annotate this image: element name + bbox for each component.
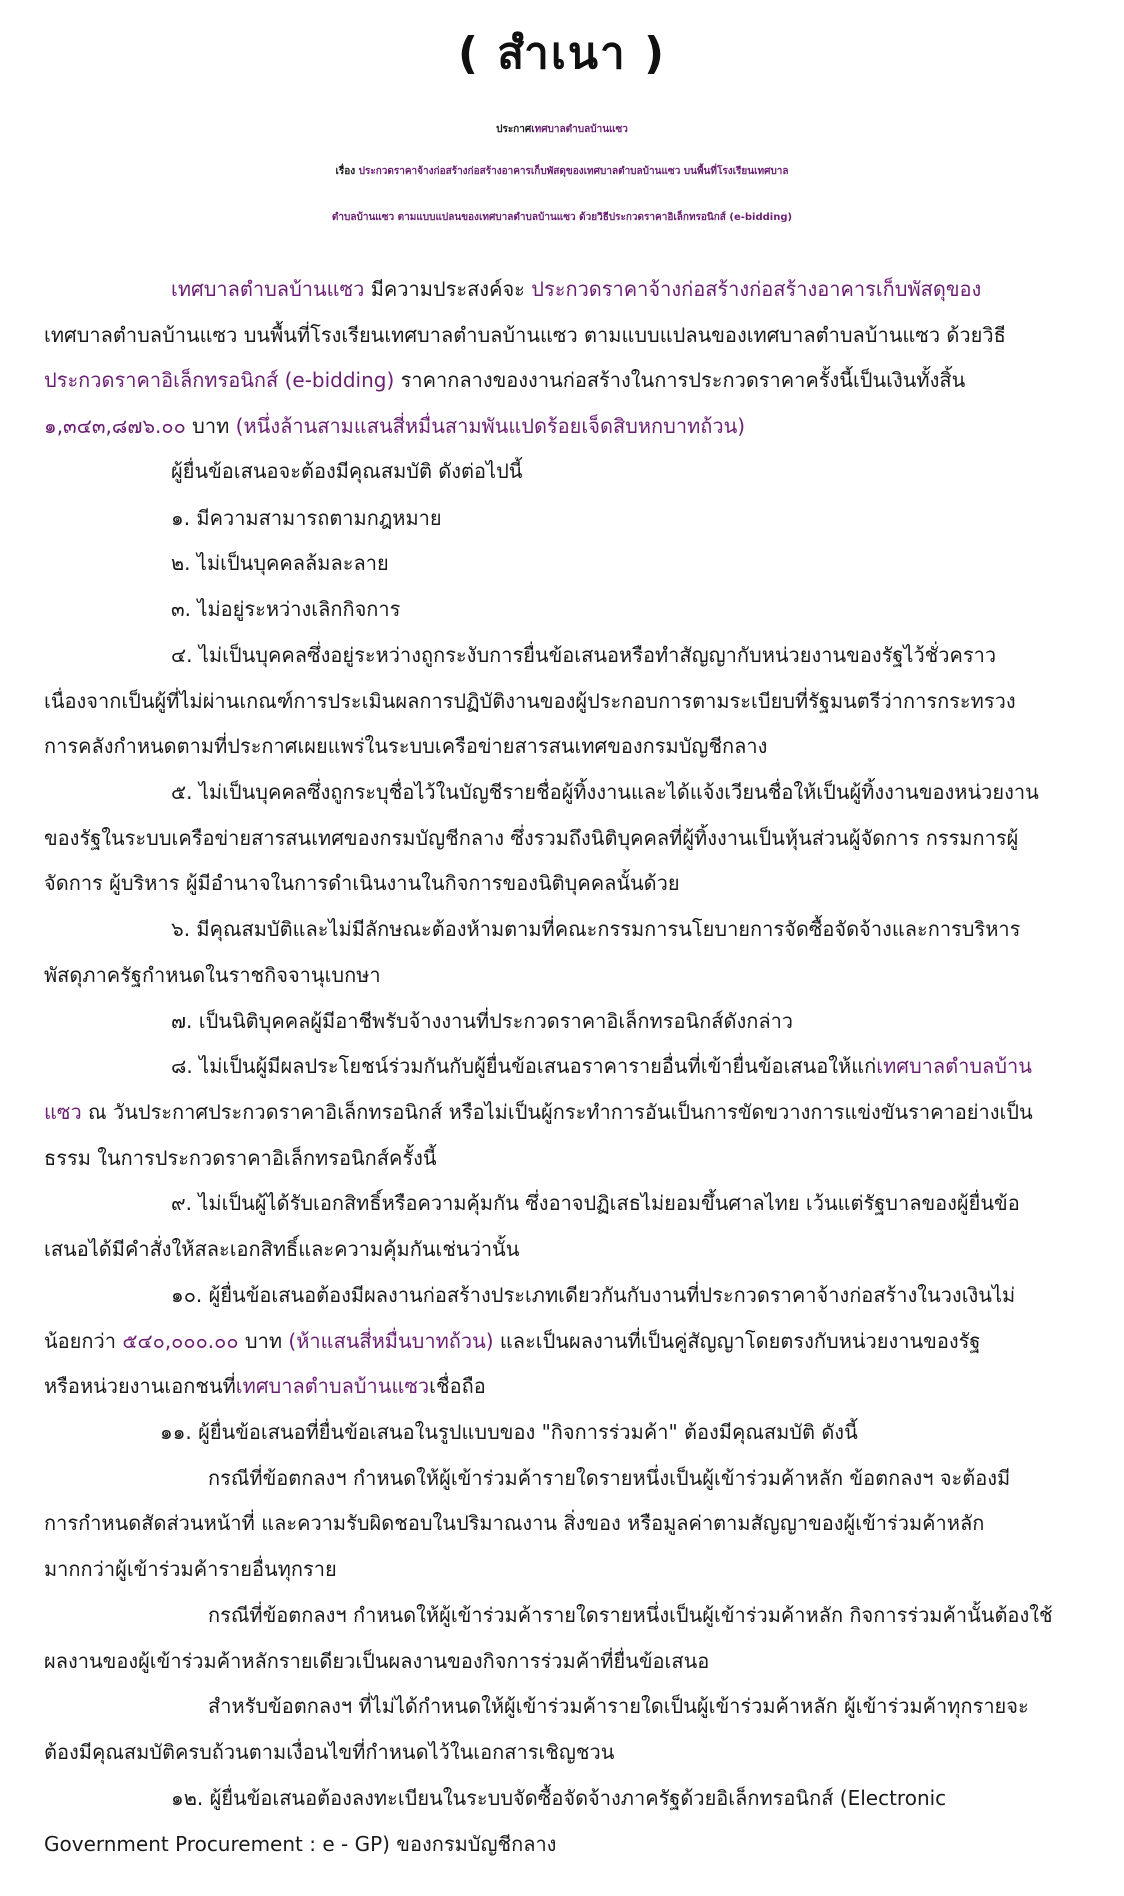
item-4-line-2: เนื่องจากเป็นผู้ที่ไม่ผ่านเกณฑ์การประเมินผลการปฏิบัติงานของผู้ประกอบการตามระเบียบที่รัฐมนตรีว่าการกระทรวง <box>44 689 1016 713</box>
intro-line-1: เทศบาลตำบลบ้านแซว มีความประสงค์จะ ประกวดราคาจ้างก่อสร้างก่อสร้างอาคารเก็บพัสดุของ <box>171 277 982 301</box>
item-9-line-1: ๙. ไม่เป็นผู้ได้รับเอกสิทธิ์หรือความคุ้มกัน ซึ่งอาจปฏิเสธไม่ยอมขึ้นศาลไทย เว้นแต่รัฐบาลของผู้ยื่นข้อ <box>171 1191 1020 1215</box>
item-12-line-1: ๑๒. ผู้ยื่นข้อเสนอต้องลงทะเบียนในระบบจัดซื้อจัดจ้างภาครัฐด้วยอิเล็กทรอนิกส์ (Electronic <box>171 1786 947 1810</box>
item-12-line-2: Government Procurement : e - GP) ของกรมบัญชีกลาง <box>44 1832 557 1856</box>
item-5-line-2: ของรัฐในระบบเครือข่ายสารสนเทศของกรมบัญชีกลาง ซึ่งรวมถึงนิติบุคคลที่ผู้ทิ้งงานเป็นหุ้นส่วนผู้จัดการ กรรมการผู้ <box>44 826 1019 850</box>
item-3: ๓. ไม่อยู่ระหว่างเลิกกิจการ <box>171 597 401 621</box>
item-8-line-1: ๘. ไม่เป็นผู้มีผลประโยชน์ร่วมกันกับผู้ยื่นข้อเสนอราคารายอื่นที่เข้ายื่นข้อเสนอให้แก่เทศบาลตำบลบ้าน <box>171 1054 1032 1078</box>
item-6-line-2: พัสดุภาครัฐกำหนดในราชกิจจานุเบกษา <box>44 963 381 987</box>
item-6-line-1: ๖. มีคุณสมบัติและไม่มีลักษณะต้องห้ามตามที่คณะกรรมการนโยบายการจัดซื้อจัดจ้างและการบริหาร <box>171 917 1021 941</box>
item-10-line-1: ๑๐. ผู้ยื่นข้อเสนอต้องมีผลงานก่อสร้างประเภทเดียวกันกับงานที่ประกวดราคาจ้างก่อสร้างในวงเงินไม่ <box>171 1283 1016 1307</box>
item-11-case-a-line-2: การกำหนดสัดส่วนหน้าที่ และความรับผิดชอบในปริมาณงาน สิ่งของ หรือมูลค่าตามสัญญาของผู้เข้าร่วมค้าหลัก <box>44 1511 985 1535</box>
intro-line-4: ๑,๓๔๓,๘๗๖.๐๐ บาท (หนึ่งล้านสามแสนสี่หมื่นสามพันแปดร้อยเจ็ดสิบหกบาทถ้วน) <box>44 414 746 438</box>
item-9-line-2: เสนอได้มีคำสั่งให้สละเอกสิทธิ์และความคุ้มกันเช่นว่านั้น <box>44 1237 520 1261</box>
item-11-case-c-line-1: สำหรับข้อตกลงฯ ที่ไม่ได้กำหนดให้ผู้เข้าร่วมค้ารายใดเป็นผู้เข้าร่วมค้าหลัก ผู้เข้าร่วมค้าทุกรายจะ <box>208 1694 1029 1718</box>
item-10-line-2: น้อยกว่า ๕๔๐,๐๐๐.๐๐ บาท (ห้าแสนสี่หมื่นบาทถ้วน) และเป็นผลงานที่เป็นคู่สัญญาโดยตรงกับหน่วยงานของรัฐ <box>44 1329 981 1353</box>
item-11-case-b-line-2: ผลงานของผู้เข้าร่วมค้าหลักรายเดียวเป็นผลงานของกิจการร่วมค้าที่ยื่นข้อเสนอ <box>44 1649 710 1673</box>
announcement-heading-line1: ประกาศเทศบาลตำบลบ้านแซว <box>496 124 628 135</box>
item-5-line-1: ๕. ไม่เป็นบุคคลซึ่งถูกระบุชื่อไว้ในบัญชีรายชื่อผู้ทิ้งงานและได้แจ้งเวียนชื่อให้เป็นผู้ทิ้งงานของหน่วยงาน <box>171 780 1039 804</box>
announcement-subject-line2: ตำบลบ้านแซว ตามแบบแปลนของเทศบาลตำบลบ้านแซว ด้วยวิธีประกวดราคาอิเล็กทรอนิกส์ (e-bidding) <box>331 212 793 223</box>
item-11-case-c-line-2: ต้องมีคุณสมบัติครบถ้วนตามเงื่อนไขที่กำหนดไว้ในเอกสารเชิญชวน <box>44 1740 615 1764</box>
item-8-line-3: ธรรม ในการประกวดราคาอิเล็กทรอนิกส์ครั้งนี้ <box>44 1146 437 1170</box>
item-4-line-3: การคลังกำหนดตามที่ประกาศเผยแพร่ในระบบเครือข่ายสารสนเทศของกรมบัญชีกลาง <box>44 734 768 758</box>
item-11-case-b-line-1: กรณีที่ข้อตกลงฯ กำหนดให้ผู้เข้าร่วมค้ารายใดรายหนึ่งเป็นผู้เข้าร่วมค้าหลัก กิจการร่วมค้านั้นต้องใช้ <box>208 1603 1053 1627</box>
item-8-line-2: แซว ณ วันประกาศประกวดราคาอิเล็กทรอนิกส์ หรือไม่เป็นผู้กระทำการอันเป็นการขัดขวางการแข่งขันราคาอย่างเป็น <box>44 1100 1033 1124</box>
item-7: ๗. เป็นนิติบุคคลผู้มีอาชีพรับจ้างงานที่ประกวดราคาอิเล็กทรอนิกส์ดังกล่าว <box>171 1009 794 1033</box>
announcement-subject-line1: เรื่อง ประกวดราคาจ้างก่อสร้างก่อสร้างอาคารเก็บพัสดุของเทศบาลตำบลบ้านแซว บนพื้นที่โรงเรียนเทศบาล <box>335 166 789 177</box>
item-4-line-1: ๔. ไม่เป็นบุคคลซึ่งอยู่ระหว่างถูกระงับการยื่นข้อเสนอหรือทำสัญญากับหน่วยงานของรัฐไว้ชั่วคราว <box>171 643 997 667</box>
item-11-case-a-line-3: มากกว่าผู้เข้าร่วมค้ารายอื่นทุกราย <box>44 1557 337 1581</box>
item-11-line-1: ๑๑. ผู้ยื่นข้อเสนอที่ยื่นข้อเสนอในรูปแบบของ "กิจการร่วมค้า" ต้องมีคุณสมบัติ ดังนี้ <box>160 1420 858 1444</box>
item-1: ๑. มีความสามารถตามกฎหมาย <box>171 506 442 530</box>
intro-line-2: เทศบาลตำบลบ้านแซว บนพื้นที่โรงเรียนเทศบาลตำบลบ้านแซว ตามแบบแปลนของเทศบาลตำบลบ้านแซว ด้วยวิธี <box>44 323 1006 347</box>
item-5-line-3: จัดการ ผู้บริหาร ผู้มีอำนาจในการดำเนินงานในกิจการของนิติบุคคลนั้นด้วย <box>44 871 680 895</box>
item-2: ๒. ไม่เป็นบุคคลล้มละลาย <box>171 551 389 575</box>
qualifications-intro: ผู้ยื่นข้อเสนอจะต้องมีคุณสมบัติ ดังต่อไปนี้ <box>171 459 523 483</box>
intro-line-3: ประกวดราคาอิเล็กทรอนิกส์ (e-bidding) ราคากลางของงานก่อสร้างในการประกวดราคาครั้งนี้เป็นเงินทั้งสิ้น <box>44 368 966 392</box>
item-11-case-a-line-1: กรณีที่ข้อตกลงฯ กำหนดให้ผู้เข้าร่วมค้ารายใดรายหนึ่งเป็นผู้เข้าร่วมค้าหลัก ข้อตกลงฯ จะต้องมี <box>208 1466 1011 1490</box>
copy-label: ( สำเนา ) <box>457 28 667 79</box>
item-10-line-3: หรือหน่วยงานเอกชนที่เทศบาลตำบลบ้านแซวเชื่อถือ <box>44 1374 486 1398</box>
